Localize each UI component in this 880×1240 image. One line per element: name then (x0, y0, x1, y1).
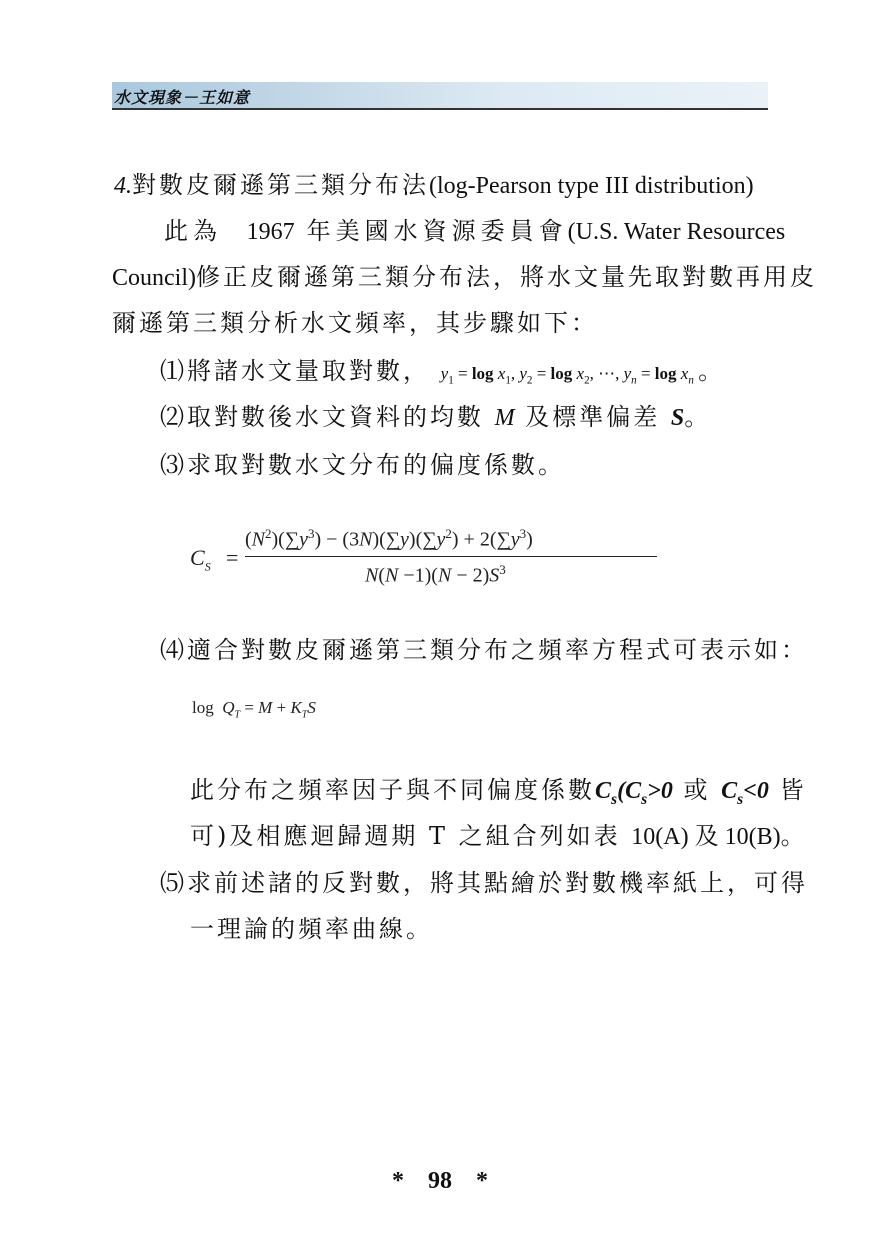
intro-line-2 (112, 262, 817, 293)
intro-org: Council) (112, 265, 196, 291)
note-text: 或 (683, 776, 711, 804)
intro-text: 年美國水資源委員會 (306, 217, 568, 245)
cs-denominator: $N(N -1)(N - 2)S^3$ (365, 562, 506, 587)
frequency-equation: $\log Q_T = M + K_TS$ (192, 698, 316, 721)
step-2-text: 及標準偏差 (525, 403, 661, 431)
step-4-note-line-1 (190, 775, 807, 815)
page-number: * 98 * (392, 1168, 488, 1194)
section-title: 對數皮爾遜第三類分布法 (132, 171, 429, 199)
intro-text: 修正皮爾遜第三類分布法，將水文量先取對數再用皮 (196, 263, 817, 291)
note-text: 此分布之頻率因子與不同偏度係數 (190, 776, 595, 804)
step-5-line-2: 一理論的頻率曲線。 (190, 915, 433, 943)
step-5-line-1: ⑸求前述諸的反對數，將其點繪於對數機率紙上，可得 (160, 869, 808, 897)
step-4-note-line-2 (190, 821, 805, 852)
intro-text: 此為 (164, 217, 222, 245)
log-transform-formula: $y_1 = \log x_1$, $y_2 = \log x_2$, ⋯, $y_n = \log x_n$ (440, 364, 694, 387)
intro-org: (U.S. Water Resources (567, 219, 786, 245)
table-reference: 10(A) 及 10(B)。 (631, 824, 805, 850)
cs-equals: = (226, 545, 239, 570)
cs-numerator: $(N^2)(\sum y^3) - (3N)(\sum y)(\sum y^2) + 2(\sum y^3)$ (245, 526, 533, 551)
step-2 (160, 402, 711, 433)
intro-line-1 (164, 216, 785, 247)
cs-condition-2: $C_s<0$ (721, 778, 769, 808)
section-title-en: (log-Pearson type III distribution) (429, 173, 754, 199)
mean-symbol: M (494, 405, 515, 431)
step-1-end: 。 (698, 357, 726, 385)
cs-symbol: $C_S$ (190, 545, 211, 574)
intro-year: 1967 (246, 219, 295, 245)
header-title: 水文現象－王如意 (114, 88, 251, 107)
section-heading (114, 170, 754, 201)
note-text: 皆 (779, 776, 807, 804)
fraction-bar (245, 556, 657, 557)
std-symbol: S (670, 405, 685, 431)
step-2-end: 。 (684, 403, 712, 431)
running-header (112, 82, 768, 110)
intro-line-3: 爾遜第三類分析水文頻率，其步驟如下： (112, 309, 598, 337)
note-text: 可)及相應迴歸週期 T 之組合列如表 (190, 822, 621, 850)
step-1-label: ⑴將諸水文量取對數， (160, 357, 430, 385)
section-number: 4. (114, 173, 132, 199)
step-2-text: ⑵取對數後水文資料的均數 (160, 403, 484, 431)
cs-condition-1: $C_s(C_s>0$ (595, 778, 673, 808)
step-4: ⑷適合對數皮爾遜第三類分布之頻率方程式可表示如： (160, 636, 808, 664)
step-3: ⑶求取對數水文分布的偏度係數。 (160, 451, 565, 479)
step-1 (160, 356, 725, 395)
